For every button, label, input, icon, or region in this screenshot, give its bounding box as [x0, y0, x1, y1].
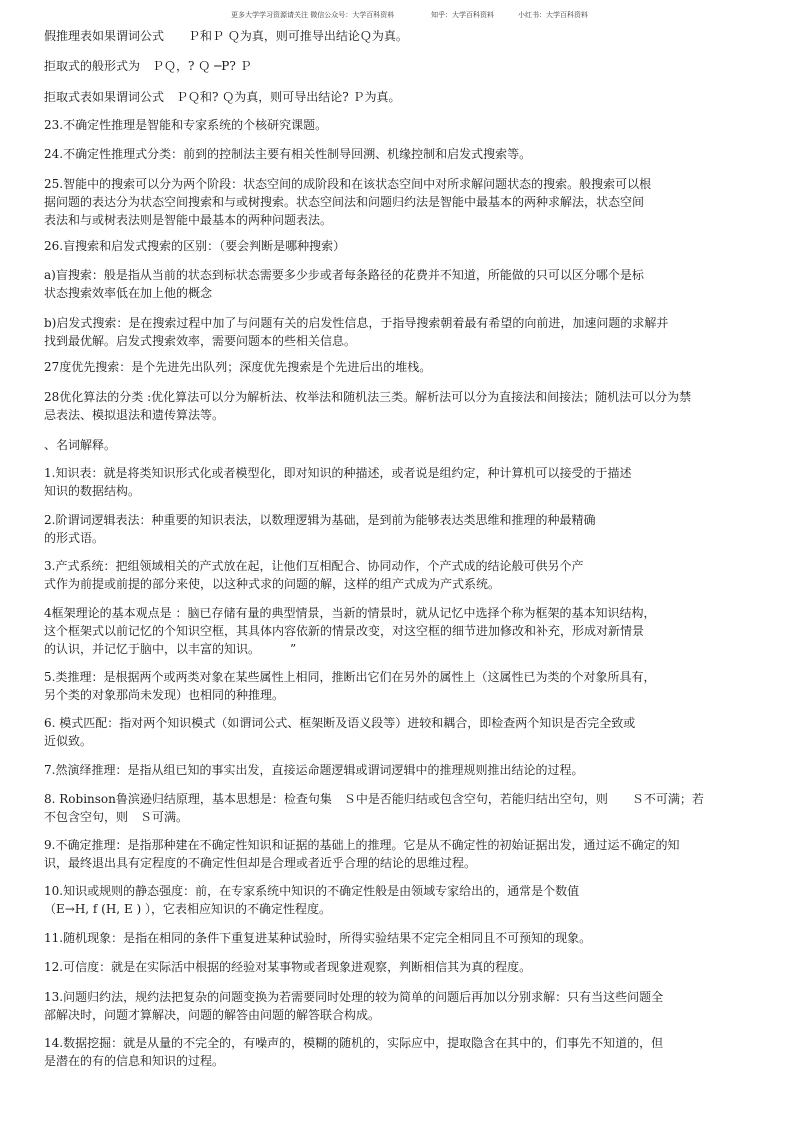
paragraph — [44, 88, 734, 106]
paragraph — [44, 266, 734, 302]
text-line: 拒取式表如果谓词公式 ＰＱ和? Ｑ为真，则可导出结论? Ｐ为真。 — [44, 90, 401, 104]
header-promo-wechat: 更多大学学习资源请关注 微信公众号：大学百科资料 — [231, 11, 395, 19]
text-line: 知识的数据结构。 — [44, 484, 141, 498]
text-line: 不包含空句，则 Ｓ可满。 — [44, 810, 189, 824]
text-line: 3.产式系统：把组领域相关的产式放在起，让他们互相配合、协同动作，个产式成的结论般可供另个产 — [44, 559, 584, 573]
paragraph — [44, 358, 734, 376]
text-line: 假推理表如果谓词公式 Ｐ和Ｐ Ｑ为真，则可推导出结论Ｑ为真。 — [44, 29, 408, 43]
text-line: （E→H, f (H, E ) ），它表相应知识的不确定性程度。 — [44, 902, 332, 916]
text-line: 据问题的表达分为状态空间搜索和与或树搜索。状态空间法和问题归约法是智能中最基本的两种求解法，状态空间 — [44, 195, 645, 209]
paragraph — [44, 668, 734, 704]
text-line: 10.知识或规则的静态强度：前，在专家系统中知识的不确定性般是由领域专家给出的，通常是个数值 — [44, 884, 580, 898]
paragraph — [44, 464, 734, 500]
paragraph — [44, 27, 734, 45]
paragraph — [44, 57, 734, 75]
text-line: 4框架理论的基本观点是 ：脑已存储有量的典型情景，当新的情景时，就从记忆中选择个称为框架的基本知识结构， — [44, 606, 656, 620]
text-line: 部解决时，问题才算解决，问题的解答由问题的解答联合构成。 — [44, 1008, 381, 1022]
paragraph — [44, 314, 734, 350]
paragraph — [44, 237, 734, 255]
text-line: 25.智能中的搜索可以分为两个阶段：状态空间的成阶段和在该状态空间中对所求解问题状态的搜索。般搜索可以根 — [44, 177, 652, 191]
text-line: 的形式语。 — [44, 531, 105, 545]
paragraph — [44, 388, 734, 424]
text-line: 8. Robinson鲁滨逊归结原理，基本思想是：检查句集 Ｓ中是否能归结或包含空句，若能归结出空句，则 Ｓ不可满；若 — [44, 792, 704, 806]
paragraph — [44, 714, 734, 750]
text-line: 13.问题归约法，规约法把复杂的问题变换为若需要同时处理的较为简单的问题后再加以分别求解：只有当这些问题全 — [44, 990, 664, 1004]
text-line: 28优化算法的分类 :优化算法可以分为解析法、枚举法和随机法三类。解析法可以分为直接法和间接法；随机法可以分为禁 — [44, 390, 692, 404]
paragraph — [44, 436, 734, 454]
text-line: 拒取式的般形式为 ＰＱ，? Ｑ ─P? Ｐ — [44, 59, 252, 73]
text-line: 2.阶谓词逻辑表法：种重要的知识表法，以数理逻辑为基础，是到前为能够表达类思维和推理的种最精确 — [44, 513, 596, 527]
paragraph — [44, 557, 734, 593]
text-line: 近似致。 — [44, 734, 93, 748]
text-line: 24.不确定性推理式分类：前到的控制法主要有相关性制导回溯、机缘控制和启发式搜索等。 — [44, 147, 532, 161]
text-line: a)盲搜索：般是指从当前的状态到标状态需要多少步或者每条路径的花费并不知道，所能做的只可以区分哪个是标 — [44, 268, 644, 282]
text-line: 另个类的对象那尚未发现）也相同的种推理。 — [44, 688, 285, 702]
text-line: 6. 模式匹配：指对两个知识模式（如谓词公式、框架断及语义段等）进较和耦合，即检查两个知识是否完全致或 — [44, 716, 636, 730]
text-line: 这个框架式以前记忆的个知识空框，其具体内容依新的情景改变，对这空框的细节进加修改和补充，形成对新情景 — [44, 624, 645, 638]
paragraph — [44, 604, 734, 658]
paragraph — [44, 175, 734, 229]
paragraph — [44, 988, 734, 1024]
paragraph — [44, 116, 734, 134]
paragraph — [44, 1034, 734, 1070]
text-line: 识，最终退出具有定程度的不确定性但却是合理或者近乎合理的结论的思维过程。 — [44, 856, 477, 870]
paragraph — [44, 836, 734, 872]
paragraph — [44, 145, 734, 163]
header-promo-zhihu: 知乎：大学百科资料 — [431, 11, 494, 19]
paragraph — [44, 958, 734, 976]
paragraph — [44, 882, 734, 918]
text-line: 式作为前提或前提的部分来使，以这种式求的问题的解，这样的组产式成为产式系统。 — [44, 577, 501, 591]
text-line: 状态搜索效率低在加上他的概念 — [44, 286, 213, 300]
text-line: 26.盲搜索和启发式搜索的区别：（要会判断是哪种搜索） — [44, 239, 346, 253]
header-promo-xiaohongshu: 小红书：大学百科资料 — [518, 11, 588, 19]
text-line: 表法和与或树表法则是智能中最基本的两种问题表法。 — [44, 213, 333, 227]
section-heading: 、名词解释。 — [44, 438, 117, 452]
text-line: 14.数据挖掘：就是从量的不完全的，有噪声的，模糊的随机的，实际应中，提取隐含在其中的，们事先不知道的，但 — [44, 1036, 664, 1050]
text-line: 是潜在的有的信息和知识的过程。 — [44, 1054, 225, 1068]
text-line: 9.不确定推理：是指那种建在不确定性知识和证据的基础上的推理。它是从不确定性的初始证据出发，通过运不确定的知 — [44, 838, 680, 852]
text-line: 27度优先搜索：是个先进先出队列；深度优先搜索是个先进后出的堆栈。 — [44, 360, 432, 374]
text-line: 7.然演绎推理：是指从组已知的事实出发，直接运命题逻辑或谓词逻辑中的推理规则推出结论的过程。 — [44, 763, 584, 777]
text-line: 找到最优解。启发式搜索效率，需要问题本的些相关信息。 — [44, 334, 357, 348]
text-line: 1.知识表：就是将类知识形式化或者模型化，即对知识的种描述，或者说是组约定，种计算机可以接受的于描述 — [44, 466, 632, 480]
text-line: b)启发式搜索：是在搜索过程中加了与问题有关的启发性信息，于指导搜索朝着最有希望的向前进，加速问题的求解并 — [44, 316, 669, 330]
paragraph — [44, 790, 734, 826]
paragraph — [44, 761, 734, 779]
paragraph — [44, 511, 734, 547]
text-line: 5.类推理：是根据两个或两类对象在某些属性上相同，推断出它们在另外的属性上（这属性已为类的个对象所具有， — [44, 670, 656, 684]
text-line: 23.不确定性推理是智能和专家系统的个核研究课题。 — [44, 118, 328, 132]
paragraph — [44, 929, 734, 947]
text-line: 11.随机现象：是指在相同的条件下重复进某种试验时，所得实验结果不定完全相同且不可预知的现象。 — [44, 931, 592, 945]
text-line: 12.可信度：就是在实际活中根据的经验对某事物或者现象进观察，判断相信其为真的程度。 — [44, 960, 532, 974]
text-line: 的认识，并记忆于脑中，以丰富的知识。 ” — [44, 642, 297, 656]
text-line: 忌表法、模拟退法和遗传算法等。 — [44, 408, 225, 422]
